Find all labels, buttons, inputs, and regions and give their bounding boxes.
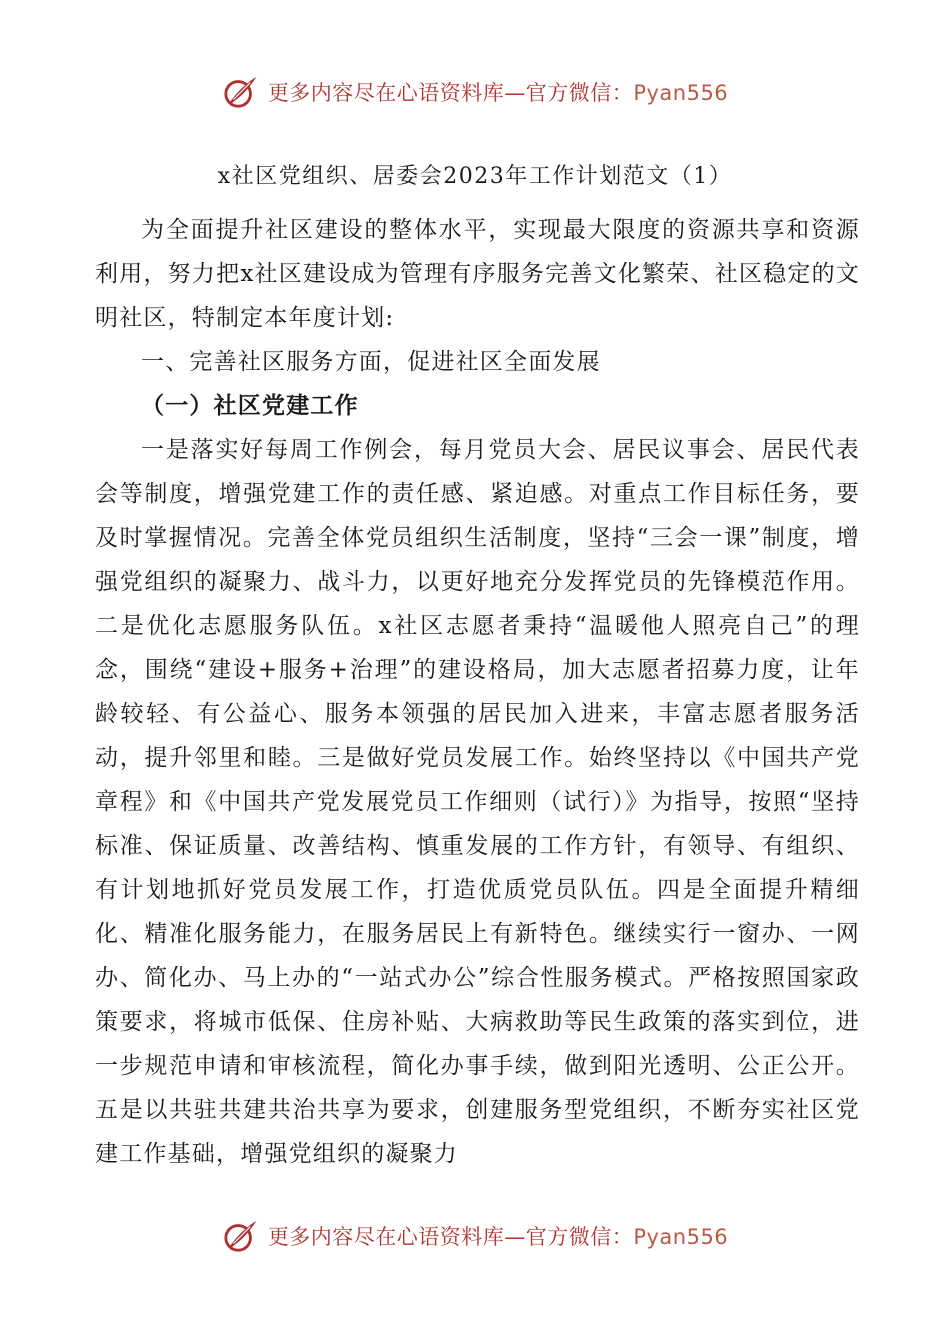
watermark-text: 更多内容尽在心语资料库—官方微信：Pyan556 [267, 1225, 729, 1249]
quill-logo-icon [222, 1218, 260, 1254]
wechat-id: Pyan556 [633, 1225, 729, 1249]
section-heading: （一）社区党建工作 [141, 393, 359, 419]
quill-logo-icon [222, 74, 260, 110]
document-title: x社区党组织、居委会2023年工作计划范文（1） [217, 164, 733, 189]
watermark-banner-top [0, 72, 950, 112]
watermark-text: 更多内容尽在心语资料库—官方微信：Pyan556 [267, 81, 729, 105]
document-body [95, 208, 860, 1176]
wechat-id: Pyan556 [633, 81, 729, 105]
body-paragraph: 一是落实好每周工作例会，每月党员大会、居民议事会、居民代表会等制度，增强党建工作的责任感、紧迫感。对重点工作目标任务，要及时掌握情况。完善全体党员组织生活制度，坚持“三会一课”制度，增强党组织的凝聚力、战斗力，以更好地充分发挥党员的先锋模范作用。二是优化志愿服务队伍。x社区志愿者秉持“温暖他人照亮自己”的理念，围绕“建设+服务+治理”的建设格局，加大志愿者招募力度，让年龄较轻、有公益心、服务本领强的居民加入进来，丰富志愿者服务活动，提升邻里和睦。三是做好党员发展工作。始终坚持以《中国共产党章程》和《中国共产党发展党员工作细则（试行）》为指导，按照“坚持标准、保证质量、改善结构、慎重发展的工作方针，有领导、有组织、有计划地抓好党员发展工作，打造优质党员队伍。四是全面提升精细化、精准化服务能力，在服务居民上有新特色。继续实行一窗办、一网办、简化办、马上办的“一站式办公”综合性服务模式。严格按照国家政策要求，将城市低保、住房补贴、大病救助等民生政策的落实到位，进一步规范申请和审核流程，简化办事手续，做到阳光透明、公正公开。五是以共驻共建共治共享为要求，创建服务型党组织，不断夯实社区党建工作基础，增强党组织的凝聚力 [95, 437, 860, 1167]
intro-paragraph: 为全面提升社区建设的整体水平，实现最大限度的资源共享和资源利用，努力把x社区建设成为管理有序服务完善文化繁荣、社区稳定的文明社区，特制定本年度计划: [95, 217, 860, 331]
chapter-heading: 一、完善社区服务方面，促进社区全面发展 [141, 349, 601, 375]
watermark-banner-bottom [0, 1216, 950, 1256]
